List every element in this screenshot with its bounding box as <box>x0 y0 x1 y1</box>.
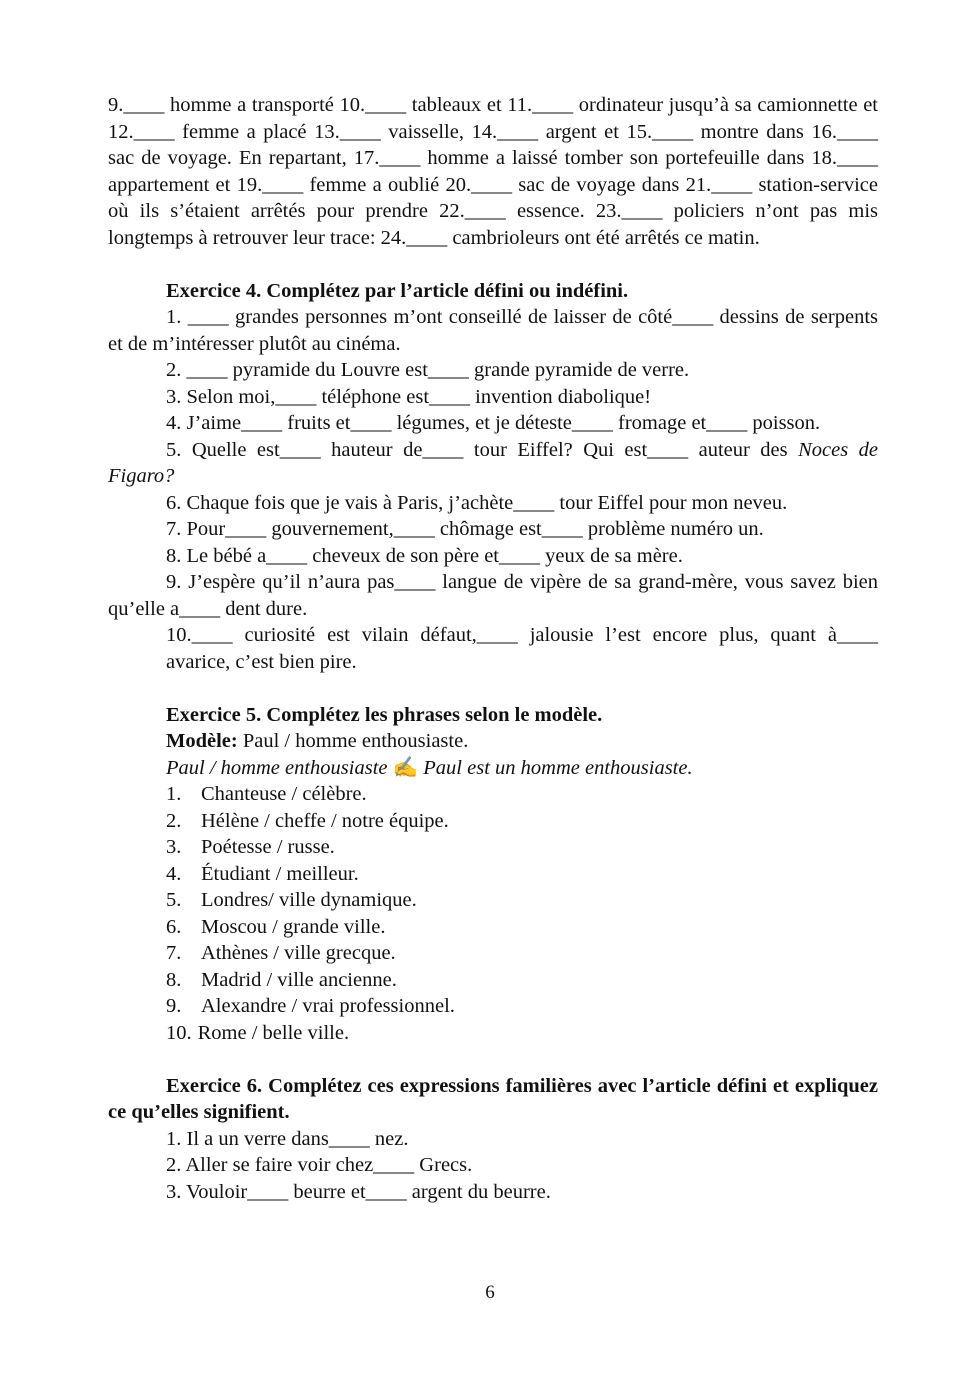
exercise-4-item: 4. J’aime____ fruits et____ légumes, et je déteste____ fromage et____ poisson. <box>166 412 821 434</box>
list-item-number: 7. <box>166 942 182 964</box>
example-prompt: Paul / homme enthousiaste <box>166 756 393 779</box>
list-item <box>108 914 878 941</box>
list-item-number: 5. <box>166 889 182 911</box>
exercise-4-title: Exercice 4. Complétez par l’article défini ou indéfini. <box>166 279 629 302</box>
page-content <box>108 92 878 1205</box>
exercise-6-item: 2. Aller se faire voir chez____ Grecs. <box>166 1154 473 1176</box>
example-answer: Paul est un homme enthousiaste. <box>418 756 693 779</box>
list-item <box>108 887 878 914</box>
model-text: Paul / homme enthousiaste. <box>237 730 469 752</box>
exercise-4-item: 7. Pour____ gouvernement,____ chômage est____ problème numéro un. <box>166 518 764 540</box>
list-item-text: Londres/ ville dynamique. <box>201 889 417 911</box>
exercise-5-example <box>108 755 878 782</box>
list-item-text: Madrid / ville ancienne. <box>201 968 397 991</box>
exercise-5-title: Exercice 5. Complétez les phrases selon le modèle. <box>166 703 603 726</box>
exercise-6-item: 3. Vouloir____ beurre et____ argent du beurre. <box>166 1180 551 1203</box>
list-item <box>108 781 878 808</box>
list-item-text: Alexandre / vrai professionnel. <box>201 995 455 1017</box>
list-item-text: Étudiant / meilleur. <box>201 862 359 885</box>
exercise-4-item: 3. Selon moi,____ téléphone est____ invention diabolique! <box>166 385 652 408</box>
list-item <box>108 940 878 967</box>
intro-paragraph: 9.____ homme a transporté 10.____ tableaux et 11.____ ordinateur jusqu’à sa camionnette et 12.____ femme a placé 13.____ vaisselle, 14.____ argent et 15.____ montre dans 16.____ sac de voyage. En repartant, 17.____ homme a laissé tomber son portefeuille dans 18.____ appartement et 19.____ femme a oublié 20.____ sac de voyage dans 21.____ station-service où ils s’étaient arrêtés pour prendre 22.____ essence. 23.____ policiers n’ont pas mis longtemps à retrouver leur trace: 24.____ cambrioleurs ont été arrêtés ce matin. <box>108 94 878 249</box>
exercise-4-item-10-line-1: 10.____ curiosité est vilain défaut,____ jalousie l’est encore plus, quant à____ <box>166 624 878 646</box>
list-item-text: Poétesse / russe. <box>201 836 335 858</box>
model-label: Modèle: <box>166 730 238 752</box>
exercise-4-item-5-title: Noces de Figaro? <box>108 438 878 487</box>
list-item <box>108 993 878 1020</box>
spacer <box>108 1046 878 1073</box>
page-number: 6 <box>485 1282 495 1303</box>
list-item-number: 3. <box>166 836 182 858</box>
exercise-4-item: 6. Chaque fois que je vais à Paris, j’achète____ tour Eiffel pour mon neveu. <box>166 491 788 514</box>
list-item-text: Rome / belle ville. <box>197 1021 350 1044</box>
list-item <box>108 967 878 994</box>
exercise-4-item: 2. ____ pyramide du Louvre est____ grande pyramide de verre. <box>166 359 690 381</box>
list-item-number: 8. <box>166 968 182 991</box>
exercise-4-item-10-line-2: avarice, c’est bien pire. <box>166 650 357 673</box>
exercise-4-item: 1. ____ grandes personnes m’ont conseillé de laisser de côté____ dessins de serpents et de m’intéresser plutôt au cinéma. <box>108 306 878 355</box>
list-item <box>108 808 878 835</box>
list-item-number: 2. <box>166 809 182 832</box>
list-item <box>108 1020 878 1047</box>
exercise-4-item-5-text: 5. Quelle est____ hauteur de____ tour Eiffel? Qui est____ auteur des <box>166 438 799 461</box>
list-item-number: 1. <box>166 783 182 805</box>
list-item <box>108 861 878 888</box>
exercise-4-item-10 <box>108 622 878 675</box>
list-item-number: 6. <box>166 915 182 938</box>
list-item-number: 4. <box>166 862 182 885</box>
list-item-number: 10. <box>166 1021 192 1044</box>
list-item-number: 9. <box>166 995 182 1017</box>
spacer <box>108 251 878 278</box>
exercise-4-item: 9. J’espère qu’il n’aura pas____ langue de vipère de sa grand-mère, vous savez bien qu’elle a____ dent dure. <box>108 571 878 620</box>
exercise-6-title: Exercice 6. Complétez ces expressions familières avec l’article défini et expliquez ce qu’elles signifient. <box>108 1074 878 1123</box>
exercise-5-model <box>108 728 878 755</box>
spacer <box>108 675 878 702</box>
list-item-text: Moscou / grande ville. <box>201 915 386 938</box>
exercise-4-item <box>108 437 878 490</box>
list-item-text: Athènes / ville grecque. <box>201 942 396 964</box>
exercise-6-item: 1. Il a un verre dans____ nez. <box>166 1127 409 1150</box>
pencil-icon: ✍ <box>392 756 419 779</box>
exercise-4-item: 8. Le bébé a____ cheveux de son père et____ yeux de sa mère. <box>166 544 683 567</box>
list-item-text: Chanteuse / célèbre. <box>201 783 367 805</box>
list-item-text: Hélène / cheffe / notre équipe. <box>201 809 449 832</box>
list-item <box>108 834 878 861</box>
